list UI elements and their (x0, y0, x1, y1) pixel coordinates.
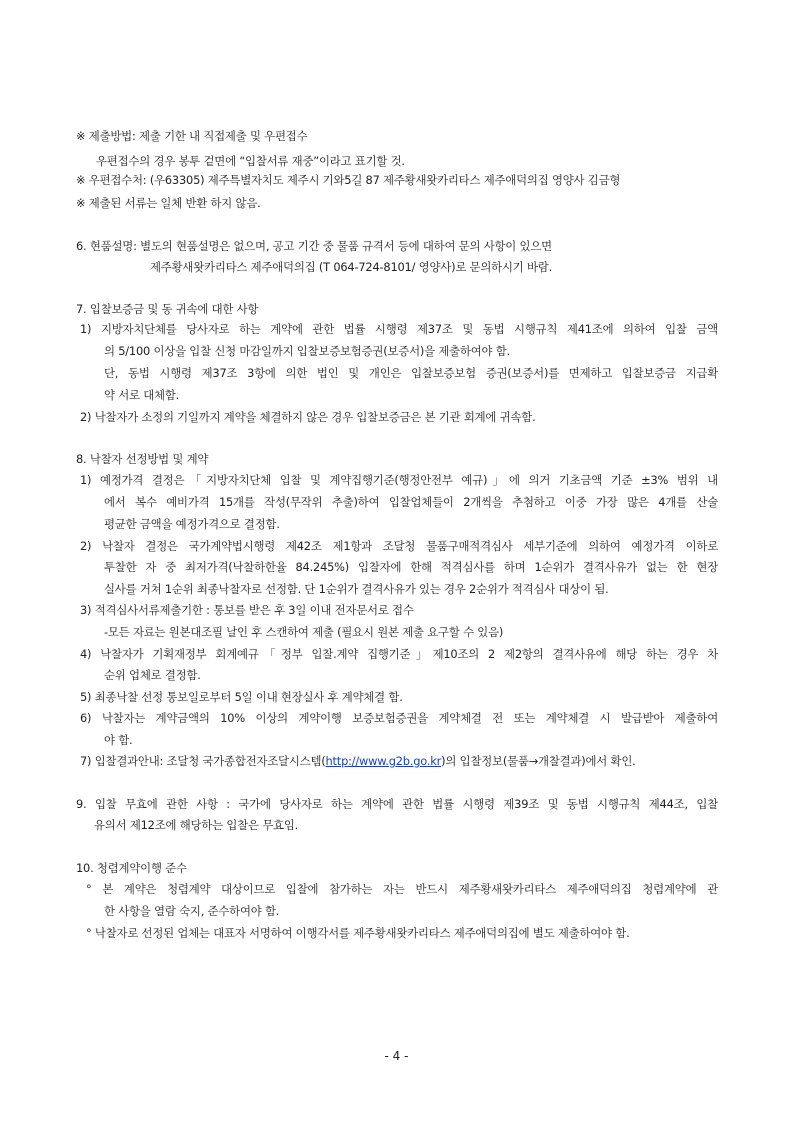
section9-line1: 9. 입찰 무효에 관한 사항 : 국가에 당사자로 하는 계약에 관한 법률 시행령 제39조 및 동법 시행규칙 제44조, 입찰 (76, 797, 718, 811)
section6-line2: 제주황새왓카리타스 제주애덕의집 (T 064-724-8101/ 영양사)로 문의하시기 바람. (150, 260, 553, 274)
section8-item2-line1: 2) 낙찰자 결정은 국가계약법시행령 제42조 제1항과 조달청 물품구매적격심사 세부기준에 의하여 예정가격 이하로 (80, 539, 718, 553)
section8-item1-line2: 에서 복수 예비가격 15개를 작성(무작위 추출)하여 입찰업체들이 2개씩을 추첨하고 이중 가장 많은 4개를 산술 (104, 495, 718, 509)
section10-title: 10. 청렴계약이행 준수 (76, 861, 187, 875)
section8-item5: 5) 최종낙찰 선정 통보일로부터 5일 이내 현장실사 후 계약체결 함. (80, 690, 403, 704)
section9-line2: 유의서 제12조에 해당하는 입찰은 무효임. (94, 818, 299, 832)
page-number: - 4 - (384, 1049, 409, 1063)
section10-bullet2: ° 낙찰자로 선정된 업체는 대표자 서명하여 이행각서를 제주황새왓카리타스 제주애덕의집에 별도 제출하여야 함. (86, 926, 630, 940)
section8-item3-line1: 3) 적격심사서류제출기한 : 통보를 받은 후 3일 이내 전자문서로 접수 (80, 603, 414, 617)
section8-item7-suffix: )의 입찰정보(물품→개찰결과)에서 확인. (441, 754, 636, 768)
section8-item7-prefix: 7) 입찰결과안내: 조달청 국가종합전자조달시스템( (80, 754, 326, 768)
section8-item1-line3: 평균한 금액을 예정가격으로 결정함. (104, 517, 280, 531)
section6-line1: 6. 현품설명: 별도의 현품설명은 없으며, 공고 기간 중 물품 규격서 등에 대하여 문의 사항이 있으면 (76, 239, 552, 253)
section8-item6-line1: 6) 낙찰자는 계약금액의 10% 이상의 계약이행 보증보험증권을 계약체결 전 또는 계약체결 시 발급받아 제출하여 (80, 711, 718, 725)
section7-item1-line4: 약 서로 대체함. (104, 388, 180, 402)
section8-item6-line2: 야 함. (104, 733, 133, 747)
section7-item1-line3: 단, 동법 시행령 제37조 3항에 의한 법인 및 개인은 입찰보증보험 증권(보증서)를 면제하고 입찰보증금 지급확 (104, 366, 718, 380)
section8-item2-line2: 투찰한 자 중 최저가격(낙찰하한율 84.245%) 입찰자에 한해 적격심사를 하며 1순위가 결격사유가 없는 한 현장 (104, 560, 718, 574)
section7-item1-line1: 1) 지방자치단체를 당사자로 하는 계약에 관한 법률 시행령 제37조 및 동법 시행규칙 제41조에 의하여 입찰 금액 (80, 322, 718, 336)
section10-bullet1-line1: ° 본 계약은 청렴계약 대상이므로 입찰에 참가하는 자는 반드시 제주황새왓카리타스 제주애덕의집 청렴계약에 관 (86, 882, 718, 896)
submission-method-note: 우편접수의 경우 봉투 겉면에 “입찰서류 재중”이라고 표기할 것. (96, 154, 405, 168)
submission-method: ※ 제출방법: 제출 기한 내 직접제출 및 우편접수 (76, 129, 308, 143)
section8-item4-line1: 4) 낙찰자가 기획재정부 회계예규「정부 입찰.계약 집행기준」제10조의 2 제2항의 결격사유에 해당 하는 경우 차 (80, 647, 718, 661)
section8-item7 (80, 753, 636, 769)
section8-item2-line3: 실사를 거쳐 1순위 최종낙찰자로 선정함. 단 1순위가 결격사유가 있는 경우 2순위가 적격심사 대상이 됨. (104, 582, 609, 596)
submission-no-return: ※ 제출된 서류는 일체 반환 하지 않음. (76, 196, 261, 210)
section7-item2: 2) 낙찰자가 소정의 기일까지 계약을 체결하지 않은 경우 입찰보증금은 본 기관 회계에 귀속함. (80, 410, 536, 424)
section8-item1-line1: 1) 예정가격 결정은「지방자치단체 입찰 및 계약집행기준(행정안전부 예규)」에 의거 기초금액 기준 ±3% 범위 내 (80, 473, 718, 487)
g2b-link[interactable]: http://www.g2b.go.kr (325, 754, 442, 768)
section8-item3-line2: -모든 자료는 원본대조필 날인 후 스캔하여 제출 (필요시 원본 제출 요구할 수 있음) (104, 625, 504, 639)
section7-item1-line2: 의 5/100 이상을 입찰 신청 마감일까지 입찰보증보험증권(보증서)을 제출하여야 함. (104, 344, 511, 358)
section8-title: 8. 낙찰자 선정방법 및 계약 (76, 452, 209, 466)
section10-bullet1-line2: 한 사항을 열람 숙지, 준수하여야 함. (104, 904, 280, 918)
submission-address: ※ 우편접수처: (우63305) 제주특별자치도 제주시 기와5길 87 제주황새왓카리타스 제주애덕의집 영양사 김금형 (76, 173, 621, 187)
section8-item4-line2: 순위 업체로 결정함. (104, 668, 201, 682)
section7-title: 7. 입찰보증금 및 동 귀속에 대한 사항 (76, 302, 259, 316)
